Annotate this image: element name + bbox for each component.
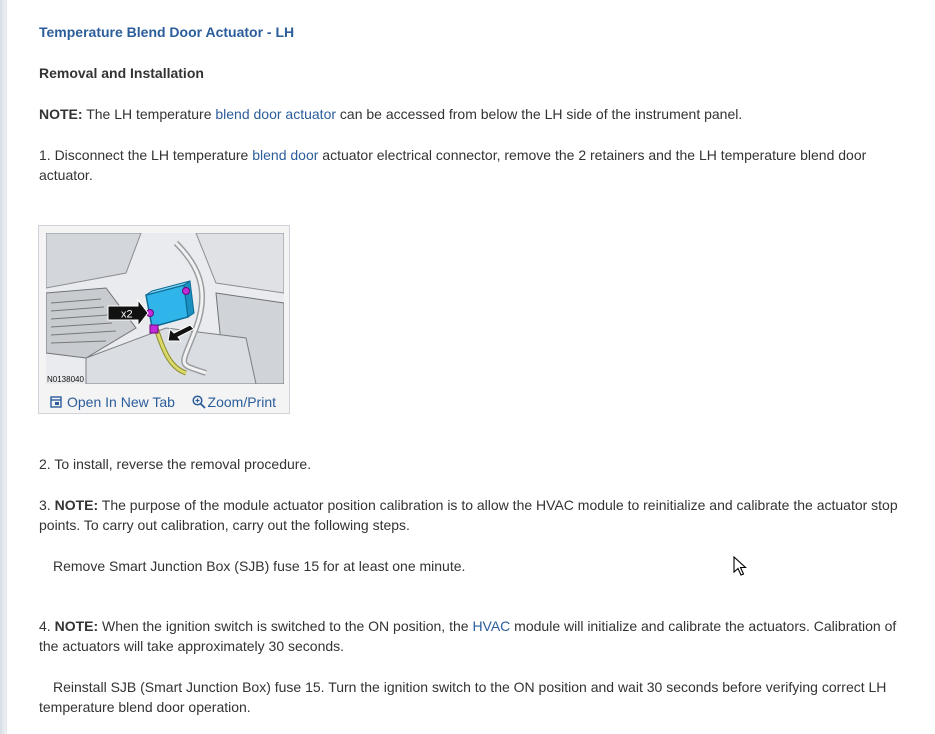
blend-door-actuator-link[interactable]: blend door actuator (215, 106, 337, 122)
step-3 (39, 495, 919, 535)
document-content (39, 22, 919, 717)
left-edge-bar (0, 0, 7, 734)
open-in-new-tab-label: Open In New Tab (67, 394, 175, 410)
step-1 (39, 145, 919, 185)
actuator-illustration[interactable] (46, 233, 284, 384)
note-label: NOTE: (39, 106, 83, 122)
magnifier-icon (192, 395, 206, 409)
step-3-substep: Remove Smart Junction Box (SJB) fuse 15 for at least one minute. (53, 558, 466, 574)
step-4-note-label: NOTE: (54, 618, 99, 634)
note-paragraph (39, 104, 919, 124)
step-4-substep (39, 677, 919, 717)
mouse-cursor-icon (733, 556, 747, 576)
step-3-text: The purpose of the module actuator position calibration is to allow the HVAC module to reinitialize and calibrate the actuator stop points. To carry out calibration, carry out the following steps. (39, 497, 898, 533)
step-3-note-label: NOTE: (54, 497, 99, 513)
figure-box (38, 225, 290, 414)
note-text-b: can be accessed from below the LH side of the instrument panel. (336, 106, 743, 122)
note-text-a: The LH temperature (82, 106, 216, 122)
hvac-link[interactable]: HVAC (472, 618, 511, 634)
step-2: 2. To install, reverse the removal procedure. (39, 456, 312, 472)
open-in-new-tab-button[interactable] (50, 392, 175, 412)
blend-door-link[interactable]: blend door (252, 147, 319, 163)
zoom-print-label: Zoom/Print (207, 394, 276, 410)
open-tab-icon (50, 396, 62, 408)
callout-label: x2 (121, 308, 133, 321)
step-1-text-b: actuator electrical connector, remove the 2 retainers and the LH temperature blend door actuator. (39, 147, 867, 183)
zoom-print-button[interactable] (192, 392, 276, 412)
title-link[interactable]: Temperature Blend Door Actuator (39, 24, 264, 40)
section-heading: Removal and Installation (39, 65, 204, 81)
step-3-prefix: 3. (39, 497, 55, 513)
step-4 (39, 616, 919, 656)
page-title (39, 22, 919, 42)
step-4-text-a: When the ignition switch is switched to the ON position, the (98, 618, 473, 634)
title-suffix: - LH (263, 24, 295, 40)
figure-actions (46, 384, 282, 412)
step-4-prefix: 4. (39, 618, 55, 634)
figure-id: N0138040 (47, 375, 84, 384)
step-4-text-b: module will initialize and calibrate the actuators. Calibration of the actuators will take approximately 30 seconds. (39, 618, 897, 654)
step-1-text-a: 1. Disconnect the LH temperature (39, 147, 253, 163)
step-4-substep-text: Reinstall SJB (Smart Junction Box) fuse 15. Turn the ignition switch to the ON position and wait 30 seconds before verifying correct LH temperature blend door operation. (39, 679, 887, 715)
